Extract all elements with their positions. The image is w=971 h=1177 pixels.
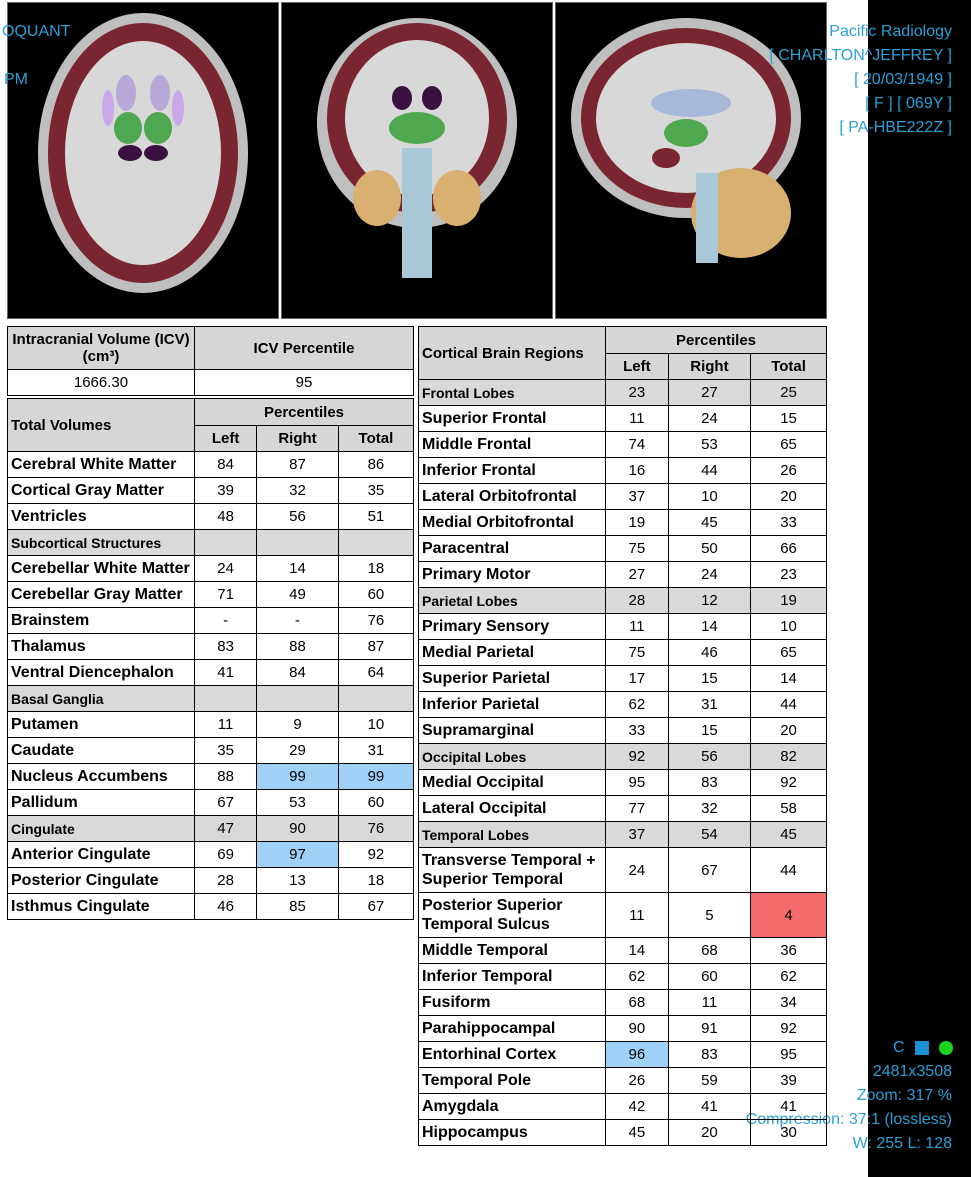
icv-percentile-value: 95 [195, 370, 414, 396]
row-label: Parahippocampal [419, 1016, 606, 1042]
row-label: Medial Orbitofrontal [419, 510, 606, 536]
value-cell-r: 11 [668, 990, 750, 1016]
row-label: Superior Frontal [419, 406, 606, 432]
cortical-regions-title: Cortical Brain Regions [419, 327, 606, 380]
value-cell-r: 54 [668, 822, 750, 848]
value-cell-t: 35 [338, 478, 413, 504]
table-row [419, 406, 827, 432]
value-cell-r: 90 [257, 816, 339, 842]
axial-mri-image [7, 2, 279, 319]
row-label: Basal Ganglia [8, 686, 195, 712]
coronal-mri-image [281, 2, 553, 319]
table-row [8, 582, 414, 608]
value-cell-t: 44 [751, 848, 827, 893]
value-cell-l: 17 [606, 666, 669, 692]
row-label: Occipital Lobes [419, 744, 606, 770]
value-cell-t: 20 [751, 718, 827, 744]
value-cell-r: 68 [668, 938, 750, 964]
table-row [8, 712, 414, 738]
table-row [8, 608, 414, 634]
value-cell-l: 27 [606, 562, 669, 588]
value-cell-t: 31 [338, 738, 413, 764]
value-cell-l: 62 [606, 692, 669, 718]
value-cell-t: 92 [751, 770, 827, 796]
table-row [8, 686, 414, 712]
value-cell-l: 35 [195, 738, 257, 764]
left-col-left: Left [195, 426, 257, 452]
table-row [8, 504, 414, 530]
value-cell-t: 99 [338, 764, 413, 790]
overlay-institution: Pacific Radiology [829, 23, 952, 40]
value-cell-l: - [195, 608, 257, 634]
value-cell-r: 44 [668, 458, 750, 484]
value-cell-l: 83 [195, 634, 257, 660]
overlay-window-level: W: 255 L: 128 [852, 1135, 952, 1152]
value-cell-t: 82 [751, 744, 827, 770]
table-row [8, 764, 414, 790]
value-cell-r [257, 530, 339, 556]
row-label: Medial Occipital [419, 770, 606, 796]
table-row [419, 744, 827, 770]
row-label: Paracentral [419, 536, 606, 562]
value-cell-t: 34 [751, 990, 827, 1016]
value-cell-t: 44 [751, 692, 827, 718]
row-label: Putamen [8, 712, 195, 738]
value-cell-l: 16 [606, 458, 669, 484]
overlay-zoom: Zoom: 317 % [856, 1087, 952, 1104]
row-label: Amygdala [419, 1094, 606, 1120]
table-row [8, 660, 414, 686]
table-row [8, 868, 414, 894]
value-cell-r: 97 [257, 842, 339, 868]
overlay-top-left-line-2: PM [4, 71, 28, 88]
value-cell-t: 14 [751, 666, 827, 692]
row-label: Inferior Parietal [419, 692, 606, 718]
table-row [419, 990, 827, 1016]
value-cell-t: 18 [338, 556, 413, 582]
value-cell-l [195, 686, 257, 712]
value-cell-r: 20 [668, 1120, 750, 1146]
value-cell-l: 39 [195, 478, 257, 504]
table-row [419, 893, 827, 938]
value-cell-r: 56 [668, 744, 750, 770]
value-cell-r: 67 [668, 848, 750, 893]
table-row [419, 458, 827, 484]
value-cell-t: 76 [338, 608, 413, 634]
value-cell-t: 36 [751, 938, 827, 964]
value-cell-r: 24 [668, 406, 750, 432]
value-cell-t: 66 [751, 536, 827, 562]
green-status-dot-icon [939, 1041, 953, 1055]
value-cell-r: 84 [257, 660, 339, 686]
value-cell-l: 88 [195, 764, 257, 790]
row-label: Primary Motor [419, 562, 606, 588]
value-cell-t: 62 [751, 964, 827, 990]
value-cell-r: 14 [668, 614, 750, 640]
icv-volume-header: Intracranial Volume (ICV) (cm³) [8, 327, 195, 370]
value-cell-r: 5 [668, 893, 750, 938]
value-cell-l: 67 [195, 790, 257, 816]
value-cell-l: 75 [606, 536, 669, 562]
value-cell-l: 84 [195, 452, 257, 478]
value-cell-l: 24 [606, 848, 669, 893]
row-label: Posterior Cingulate [8, 868, 195, 894]
table-row [8, 556, 414, 582]
value-cell-l: 47 [195, 816, 257, 842]
left-percentiles-header: Percentiles [195, 399, 414, 426]
row-label: Brainstem [8, 608, 195, 634]
table-row [8, 816, 414, 842]
value-cell-l: 68 [606, 990, 669, 1016]
table-row [419, 938, 827, 964]
row-label: Cerebral White Matter [8, 452, 195, 478]
value-cell-l: 24 [195, 556, 257, 582]
value-cell-r: 41 [668, 1094, 750, 1120]
value-cell-t: 95 [751, 1042, 827, 1068]
overlay-compression: Compression: 37:1 (lossless) [745, 1111, 952, 1128]
blue-square-icon[interactable] [915, 1041, 929, 1055]
value-cell-r: 85 [257, 894, 339, 920]
value-cell-l: 41 [195, 660, 257, 686]
value-cell-t: 23 [751, 562, 827, 588]
table-row [8, 478, 414, 504]
value-cell-r: 49 [257, 582, 339, 608]
value-cell-t: 51 [338, 504, 413, 530]
total-volumes-title: Total Volumes [8, 399, 195, 452]
table-row [419, 848, 827, 893]
row-label: Middle Temporal [419, 938, 606, 964]
value-cell-l: 90 [606, 1016, 669, 1042]
viewer-black-panel [868, 0, 971, 1177]
value-cell-r: 15 [668, 666, 750, 692]
row-label: Ventral Diencephalon [8, 660, 195, 686]
value-cell-l: 62 [606, 964, 669, 990]
value-cell-l: 23 [606, 380, 669, 406]
value-cell-r: 88 [257, 634, 339, 660]
value-cell-t [338, 686, 413, 712]
value-cell-t: 15 [751, 406, 827, 432]
value-cell-l: 46 [195, 894, 257, 920]
value-cell-r: 45 [668, 510, 750, 536]
value-cell-l: 74 [606, 432, 669, 458]
row-label: Temporal Pole [419, 1068, 606, 1094]
total-volumes-table [7, 398, 414, 920]
row-label: Nucleus Accumbens [8, 764, 195, 790]
value-cell-r: 27 [668, 380, 750, 406]
value-cell-r: 91 [668, 1016, 750, 1042]
value-cell-t: 39 [751, 1068, 827, 1094]
value-cell-t: 64 [338, 660, 413, 686]
row-label: Ventricles [8, 504, 195, 530]
value-cell-l: 26 [606, 1068, 669, 1094]
value-cell-r: 14 [257, 556, 339, 582]
icv-percentile-header: ICV Percentile [195, 327, 414, 370]
value-cell-r: 15 [668, 718, 750, 744]
value-cell-r: 31 [668, 692, 750, 718]
table-row [419, 1094, 827, 1120]
row-label: Thalamus [8, 634, 195, 660]
overlay-image-size: 2481x3508 [872, 1063, 952, 1080]
value-cell-l: 92 [606, 744, 669, 770]
value-cell-l: 28 [195, 868, 257, 894]
value-cell-t: 76 [338, 816, 413, 842]
value-cell-r: 24 [668, 562, 750, 588]
table-row [8, 790, 414, 816]
value-cell-r: 10 [668, 484, 750, 510]
table-row [419, 614, 827, 640]
value-cell-t: 92 [751, 1016, 827, 1042]
table-row [419, 666, 827, 692]
value-cell-l: 96 [606, 1042, 669, 1068]
value-cell-r: 60 [668, 964, 750, 990]
value-cell-l: 11 [606, 406, 669, 432]
row-label: Isthmus Cingulate [8, 894, 195, 920]
value-cell-r: 83 [668, 1042, 750, 1068]
value-cell-r: 99 [257, 764, 339, 790]
value-cell-t: 86 [338, 452, 413, 478]
table-row [419, 484, 827, 510]
value-cell-l: 48 [195, 504, 257, 530]
value-cell-r: 83 [668, 770, 750, 796]
value-cell-l: 14 [606, 938, 669, 964]
right-percentiles-header: Percentiles [606, 327, 827, 354]
value-cell-t: 20 [751, 484, 827, 510]
row-label: Parietal Lobes [419, 588, 606, 614]
row-label: Inferior Temporal [419, 964, 606, 990]
overlay-top-left-line-1: OQUANT [2, 23, 71, 40]
value-cell-r: 32 [668, 796, 750, 822]
overlay-patient-name: [ CHARLTON^JEFFREY ] [769, 47, 952, 64]
table-row [8, 894, 414, 920]
table-row [419, 562, 827, 588]
value-cell-t: 26 [751, 458, 827, 484]
value-cell-t [338, 530, 413, 556]
value-cell-t: 41 [751, 1094, 827, 1120]
value-cell-l: 77 [606, 796, 669, 822]
value-cell-r: 50 [668, 536, 750, 562]
value-cell-l: 45 [606, 1120, 669, 1146]
value-cell-r: 12 [668, 588, 750, 614]
table-row [419, 1120, 827, 1146]
table-row [419, 692, 827, 718]
row-label: Cerebellar Gray Matter [8, 582, 195, 608]
value-cell-t: 65 [751, 432, 827, 458]
value-cell-r: 59 [668, 1068, 750, 1094]
row-label: Hippocampus [419, 1120, 606, 1146]
left-col-right: Right [257, 426, 339, 452]
value-cell-t: 58 [751, 796, 827, 822]
right-col-right: Right [668, 354, 750, 380]
row-label: Frontal Lobes [419, 380, 606, 406]
icv-volume-value: 1666.30 [8, 370, 195, 396]
row-label: Entorhinal Cortex [419, 1042, 606, 1068]
value-cell-r: 32 [257, 478, 339, 504]
value-cell-t: 45 [751, 822, 827, 848]
row-label: Lateral Orbitofrontal [419, 484, 606, 510]
row-label: Transverse Temporal + Superior Temporal [419, 848, 606, 893]
table-row [8, 634, 414, 660]
value-cell-l: 11 [606, 893, 669, 938]
row-label: Supramarginal [419, 718, 606, 744]
value-cell-l: 37 [606, 822, 669, 848]
value-cell-l: 28 [606, 588, 669, 614]
value-cell-t: 10 [338, 712, 413, 738]
value-cell-l: 71 [195, 582, 257, 608]
value-cell-l: 69 [195, 842, 257, 868]
value-cell-l: 42 [606, 1094, 669, 1120]
right-col-total: Total [751, 354, 827, 380]
row-label: Temporal Lobes [419, 822, 606, 848]
table-row [419, 964, 827, 990]
value-cell-l: 19 [606, 510, 669, 536]
value-cell-t: 65 [751, 640, 827, 666]
value-cell-l: 95 [606, 770, 669, 796]
value-cell-t: 19 [751, 588, 827, 614]
row-label: Pallidum [8, 790, 195, 816]
table-row [419, 770, 827, 796]
value-cell-l: 11 [606, 614, 669, 640]
table-row [419, 718, 827, 744]
value-cell-r: 56 [257, 504, 339, 530]
icv-table [7, 326, 414, 396]
left-col-total: Total [338, 426, 413, 452]
row-label: Superior Parietal [419, 666, 606, 692]
value-cell-t: 18 [338, 868, 413, 894]
cortical-regions-table [418, 326, 827, 1146]
value-cell-l: 33 [606, 718, 669, 744]
table-row [419, 510, 827, 536]
value-cell-t: 60 [338, 582, 413, 608]
table-row [8, 452, 414, 478]
table-row [419, 380, 827, 406]
value-cell-r: 87 [257, 452, 339, 478]
table-row [419, 1068, 827, 1094]
row-label: Fusiform [419, 990, 606, 1016]
value-cell-r: 9 [257, 712, 339, 738]
value-cell-t: 10 [751, 614, 827, 640]
row-label: Primary Sensory [419, 614, 606, 640]
overlay-patient-id: [ PA-HBE222Z ] [839, 119, 952, 136]
table-row [8, 738, 414, 764]
value-cell-l: 37 [606, 484, 669, 510]
table-row [419, 796, 827, 822]
table-row [8, 842, 414, 868]
table-row [8, 530, 414, 556]
table-row [419, 432, 827, 458]
row-label: Lateral Occipital [419, 796, 606, 822]
row-label: Medial Parietal [419, 640, 606, 666]
value-cell-l [195, 530, 257, 556]
value-cell-t: 30 [751, 1120, 827, 1146]
row-label: Caudate [8, 738, 195, 764]
table-row [419, 1042, 827, 1068]
right-col-left: Left [606, 354, 669, 380]
overlay-sex-age: [ F ] [ 069Y ] [865, 95, 952, 112]
value-cell-r [257, 686, 339, 712]
row-label: Subcortical Structures [8, 530, 195, 556]
value-cell-r: 29 [257, 738, 339, 764]
value-cell-l: 75 [606, 640, 669, 666]
table-row [419, 822, 827, 848]
value-cell-r: - [257, 608, 339, 634]
overlay-birth-date: [ 20/03/1949 ] [854, 71, 952, 88]
row-label: Middle Frontal [419, 432, 606, 458]
value-cell-r: 46 [668, 640, 750, 666]
table-row [419, 536, 827, 562]
value-cell-t: 25 [751, 380, 827, 406]
overlay-c-label: C [893, 1039, 905, 1056]
value-cell-t: 67 [338, 894, 413, 920]
value-cell-t: 92 [338, 842, 413, 868]
value-cell-t: 33 [751, 510, 827, 536]
row-label: Posterior Superior Temporal Sulcus [419, 893, 606, 938]
row-label: Cingulate [8, 816, 195, 842]
table-row [419, 640, 827, 666]
value-cell-t: 60 [338, 790, 413, 816]
table-row [419, 1016, 827, 1042]
value-cell-r: 13 [257, 868, 339, 894]
value-cell-r: 53 [257, 790, 339, 816]
table-row [419, 588, 827, 614]
value-cell-l: 11 [195, 712, 257, 738]
value-cell-t: 4 [751, 893, 827, 938]
row-label: Anterior Cingulate [8, 842, 195, 868]
value-cell-t: 87 [338, 634, 413, 660]
row-label: Cerebellar White Matter [8, 556, 195, 582]
value-cell-r: 53 [668, 432, 750, 458]
row-label: Inferior Frontal [419, 458, 606, 484]
row-label: Cortical Gray Matter [8, 478, 195, 504]
